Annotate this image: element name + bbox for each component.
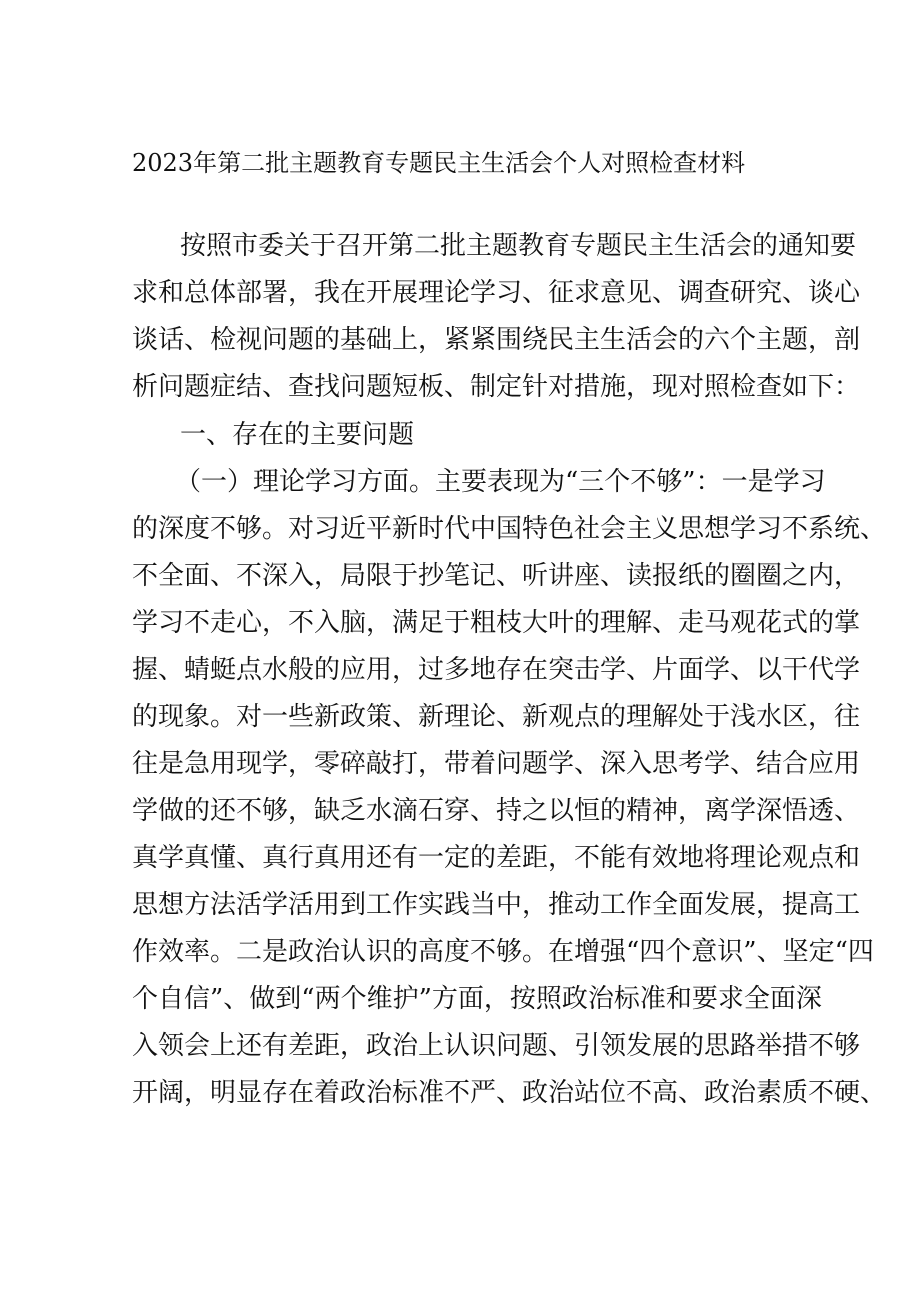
paragraph-line: 思想方法活学活用到工作实践当中，推动工作全面发展，提高工 <box>132 890 861 920</box>
paragraph-line: 谈话、检视问题的基础上，紧紧围绕民主生活会的六个主题，剖 <box>132 325 861 355</box>
paragraph-line: 入领会上还有差距，政治上认识问题、引领发展的思路举措不够 <box>132 1031 861 1061</box>
paragraph-line: 按照市委关于召开第二批主题教育专题民主生活会的通知要 <box>180 231 857 261</box>
paragraph-line: 析问题症结、查找问题短板、制定针对措施，现对照检查如下： <box>132 372 861 402</box>
document-title: 2023年第二批主题教育专题民主生活会个人对照检查材料 <box>132 149 746 177</box>
paragraph-line: 求和总体部署，我在开展理论学习、征求意见、调查研究、谈心 <box>132 278 861 308</box>
paragraph-line: 个自信”、做到“两个维护”方面，按照政治标准和要求全面深 <box>132 984 822 1014</box>
paragraph-line: 的现象。对一些新政策、新理论、新观点的理解处于浅水区，往 <box>132 702 861 732</box>
paragraph-line: 不全面、不深入，局限于抄笔记、听讲座、读报纸的圈圈之内， <box>132 561 861 591</box>
paragraph-line: 握、蜻蜓点水般的应用，过多地存在突击学、片面学、以干代学 <box>132 655 861 685</box>
paragraph-line: 的深度不够。对习近平新时代中国特色社会主义思想学习不系统、 <box>132 514 887 544</box>
paragraph-line: 作效率。二是政治认识的高度不够。在增强“四个意识”、坚定“四 <box>132 937 874 967</box>
paragraph-line: 学做的还不够，缺乏水滴石穿、持之以恒的精神，离学深悟透、 <box>132 796 861 826</box>
paragraph-line: 开阔，明显存在着政治标准不严、政治站位不高、政治素质不硬、 <box>132 1078 887 1108</box>
paragraph-line: （一）理论学习方面。主要表现为“三个不够”：一是学习 <box>175 467 826 497</box>
paragraph-line: 学习不走心，不入脑，满足于粗枝大叶的理解、走马观花式的掌 <box>132 608 861 638</box>
paragraph-line: 真学真懂、真行真用还有一定的差距，不能有效地将理论观点和 <box>132 843 861 873</box>
section-heading: 一、存在的主要问题 <box>180 420 415 450</box>
paragraph-line: 往是急用现学，零碎敲打，带着问题学、深入思考学、结合应用 <box>132 749 861 779</box>
